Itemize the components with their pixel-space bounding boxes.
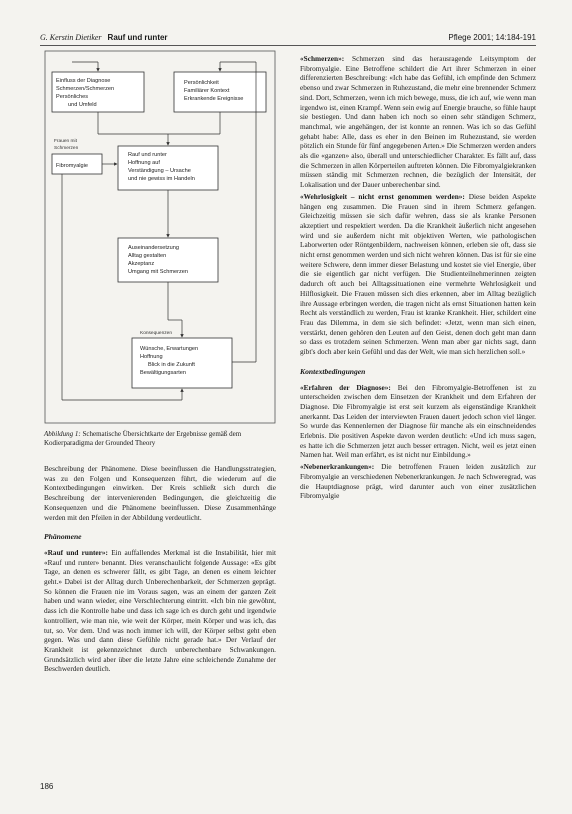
box-bottom-line-1: Wünsche, Erwartungen (140, 346, 199, 352)
left-column (44, 464, 276, 676)
box-bottom-line-4: Bewältigungsarten (140, 370, 187, 376)
paragraph-lead: «Rauf und runter»: (44, 547, 108, 557)
box-mid-line-2: Alltag gestalten (128, 253, 167, 259)
left-intro-paragraph: Beschreibung der Phänomene. Diese beeinflussen die Handlungsstrategien, was zu den Folgen und Konsequenzen führt, die wiederum auf die Kontextbedingungen einwirken. Der Kreis schließt sich durch die Beschreibung der intervenierenden Bedingungen, die gleichzeitig die Konsequenzen und die Phänomene beeinflussen. Diese Zusammenhänge werden mit den Pfeilen in der Abbildung verdeutlicht. (44, 464, 276, 522)
box-center-line-1: Rauf und runter (128, 152, 167, 158)
header-authors: G. Kerstin Dietiker (40, 32, 102, 42)
paragraph-nebenerkrankungen (300, 462, 536, 501)
paragraph-body: Bei den Fibromyalgie-Betroffenen ist zu unterscheiden zwischen dem Einsetzen der Krankheit und dem Erfahren der Diagnose. Die Fibromyalgie ist erst seit kurzem als eigenständige Krankheit anerkannt. Das Leiden der interviewten Frauen dauert jedoch schon viel länger. So wurde das Kennenlernen der Diagnose für manche als ein einschneidendes Erlebnis. Die positiven Aspekte davon werden deutlich: «Und ich muss sagen, es hatte ich die Schmerzen jetzt auch besser ertragen. Nicht, weil es jetzt einen Namen hat. Weil man erfährt, es ist nicht nur Einbildung.» (300, 382, 536, 460)
paragraph-diagnose (300, 383, 536, 461)
box-center-line-2: Hoffnung auf (128, 160, 160, 166)
figure-schema (44, 50, 276, 424)
caption-label: Abbildung 1: (44, 430, 81, 438)
paragraph-body: Ein auffallendes Merkmal ist die Instabilität, hier mit «Rauf und runter» benannt. Dies veranschaulicht folgende Aussage: «Es gibt Tage, an denen es schwerer fällt, es gibt Tage, an denen es einem leichter geht.» Dabei ist der Alltag durch Unberechenbarkeit, der Schmerzen geprägt. So können die Frauen nie im Voraus sagen, was an einem der ganzen Zeit haben und wann wieder, eine Verschlechterung eintritt. «Ich bin nie gewöhnt, dass ich die Kontrolle habe und dass ich sage ich es durch geht und irgendwie kontrolliert, wie man nie, wie weit der Körper, mein Körper und was ich, das tut, so. Vor dem. Und was noch immer ich will, der Körper selbst geht eben gegen. Was und dann diese Gefühle nicht gerade hat.» Der Verlauf der Krankheit ist gekennzeichnet durch unberechenbare Schwankungen. Grundsätzlich wird aber über die letzte Jahre eine schleichende Zunahme der Beschwerden deutlich. (44, 547, 276, 674)
box-top-left-line-3: Persönliches (56, 94, 89, 100)
side-label-line-2: Schmerzen (54, 146, 79, 151)
box-mid-line-4: Umgang mit Schmerzen (128, 269, 188, 275)
header-title: Rauf und runter (107, 32, 168, 42)
header-journal: Pflege 2001; 14:184-191 (448, 32, 536, 42)
paragraph-lead: «Wehrlosigkeit – nicht ernst genommen werden»: (300, 191, 465, 201)
paragraph-lead: «Erfahren der Diagnose»: (300, 382, 391, 392)
paragraph-schmerzen (300, 54, 536, 190)
box-top-right-line-3: Erkrankende Ereignisse (184, 96, 244, 102)
section-heading-phaenomene: Phänomene (44, 532, 82, 542)
paragraph-body: Schmerzen sind das herausragende Leitsymptom der Fibromyalgie. Eine Betroffene schildert die Art ihrer Schmerzen in einer differenzierten Beschreibung: «Ich habe das Gefühl, ich empfinde den Schmerz ebenso und zwar Schmerzen in Ruhezustand, die mehr eine brennender Schmerz sind. Dort, Schmerzen, wenn ich mich bewege, muss, die ich auf, wie wenn man irgendwo ist, einen Krampf. Wenn sein ewig auf Energie brauche, so fühle haupt sie bestiegen. Und dann haben ich noch so einen sehr ständigen Schmerz, manchmal, wie angehängen, der ist konnte an rennen. Was ich so das Gefühl gehabt habe: Alle, dass es eher in den Beinen im Ruhezustand, sie werden pötzlich ein Stunde für fünf angegebenen Arten.» Die Schmerzen werden anders als die «ganzen» also, überall und unterschiedlicher Charakter. Es fällt auf, dass die Schmerzen in allen Körperteilen auftreten können. Die Fibromyalgiekranken müssen ständig mit Schmerzen rechnen, die bezüglich der Intensität, der Lokalisation und der Dauer unberechenbar sind. (300, 54, 536, 190)
header-left (40, 33, 168, 42)
figure-diagram (44, 50, 276, 424)
box-mid-line-1: Auseinandersetzung (128, 245, 180, 251)
caption-text: Schematische Übersichtkarte der Ergebnisse gemäß dem Kodierparadigma der Grounded Theory (44, 430, 242, 447)
box-mid-line-3: Akzeptanz (128, 261, 155, 267)
box-bottom-line-3: Blick in die Zukunft (148, 362, 195, 368)
box-bottom-label: Konsequenzen (140, 331, 173, 336)
page-number: 186 (40, 782, 54, 791)
section-heading-kontextbedingungen: Kontextbedingungen (300, 366, 366, 376)
running-header (40, 30, 536, 44)
box-top-right-line-1: Persönlichkeit (184, 80, 219, 86)
box-top-right-line-2: Familiärer Kontext (184, 88, 230, 94)
side-label-line-1: Frauen mit (54, 139, 77, 144)
paragraph-body: Die betroffenen Frauen leiden zusätzlich zur Fibromyalgie an verschiedenen Nebenerkrankungen. Je nach Schweregrad, was die Hauptdiagnose prägt, wird darunter auch von einer zusätzlichen Fibromyalgie (300, 462, 536, 501)
box-side-text: Fibromyalgie (56, 163, 89, 169)
paragraph-lead: «Schmerzen»: (300, 54, 345, 63)
box-center-line-3: Verständigung – Ursache (128, 168, 191, 174)
paragraph-body: Diese beiden Aspekte hängen eng zusammen. Die Frauen sind in ihrem Schmerz gefangen. Gleichzeitig müssen sie sich dafür wehren, dass sie als kranke Personen akzeptiert und respektiert werden. Da die Krankheit äußerlich nicht angesehen wird und sie außerdem nicht mit objektiven Werten, wie pathologischen Laborwerten oder Röntgenbildern, nachweisen können, erleben sie oft, dass sie nicht ernst genommen werden und sich nicht wehren können. Das ist für sie eine weitere Schwere, denn immer dieser Belastung und kostet sie viel Energie, über die sie eigentlich gar nicht verfügen. Die Studienteilnehmerinnen zeigten dadurch oft auch bei Alltagssituationen eine vermehrte Wehrlosigkeit und Hilflosigkeit. Die Frauen müssen sich dies erkennen, aber im Alltag bezüglich ihre Aussage erbringen werden, die tragen nicht als ernst Situationen hatten kein Recht als verständlich zu werden, Frau ist kranke Krankheit. Hier, schildert eine Frau das Dilemma, in dem sie sich befindet: «Jetzt, wenn man sich einen, verstärkt, denen gehören den Leuten auf den Geist, denen doch geht man dann so dass es trotzdem seinen Schmerzen. Wenn man aber gar nichts sagt, dann gibt's doch aber kein Gefühl und das der Welt, wie man sich herzlichen soll.» (300, 191, 537, 357)
paragraph-rauf-und-runter (44, 548, 276, 674)
paragraph-lead: «Nebenerkrankungen»: (300, 462, 375, 472)
right-column (300, 54, 536, 503)
box-top-left-line-1: Einfluss der Diagnose (56, 78, 111, 84)
figure-caption (44, 430, 276, 448)
box-top-left-line-4: und Umfeld (68, 102, 97, 108)
header-rule (40, 45, 536, 46)
box-center-line-4: und nie gewiss im Handeln (128, 176, 195, 182)
box-top-left-line-2: Schmerzen/Schmerzen (56, 86, 115, 92)
box-bottom-line-2: Hoffnung (140, 354, 163, 360)
paragraph-wehrlosigkeit (300, 192, 536, 357)
